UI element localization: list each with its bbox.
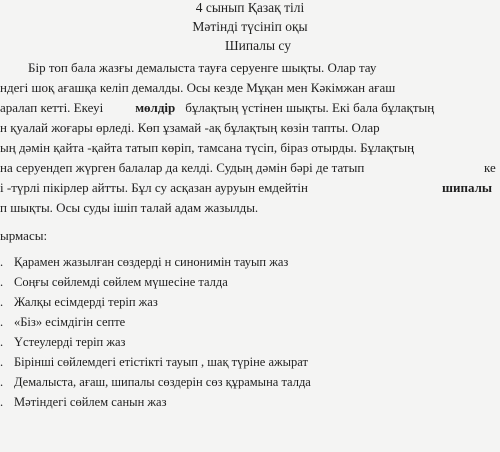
bullet: .: [0, 255, 4, 269]
paragraph-line: Бір топ бала жазғы демалыста тауға серуенге шықты. Олар тау: [28, 60, 377, 75]
list-item: . Бірінші сөйлемдегі етістікті тауып , шақ түріне ажырат: [0, 355, 308, 369]
bold-word: шипалы: [442, 180, 493, 195]
text-run: на серуендеп жүрген балалар да келді. Судың дәмін бәрі де татып: [0, 160, 365, 175]
list-item: . Демалыста, ағаш, шипалы сөздерін сөз құрамына талда: [0, 375, 311, 389]
bullet: .: [0, 395, 4, 409]
list-item: . Мәтіндегі сөйлем санын жаз: [0, 395, 167, 409]
task-type: Мәтінді түсініп оқы: [192, 19, 308, 34]
paragraph-line: ндегі шоқ ағашқа келіп демалды. Осы кезде Мұқан мен Кәкімжан ағаш: [0, 80, 396, 95]
bold-word: мөлдір: [135, 100, 176, 115]
paragraph-line: ың дәмін қайта -қайта татып көріп, тамсана түсіп, біраз отырды. Бұлақтың: [0, 140, 415, 155]
text-run: бұлақтың үстінен шықты. Екі бала бұлақтың: [185, 100, 435, 115]
text-run: аралап кетті. Екеуі: [0, 100, 104, 115]
bullet: .: [0, 275, 4, 289]
list-item: . Соңғы сөйлемді сөйлем мүшесіне талда: [0, 275, 228, 289]
bullet: .: [0, 315, 4, 329]
bullet: .: [0, 375, 4, 389]
bullet: .: [0, 335, 4, 349]
bullet: .: [0, 355, 4, 369]
paragraph-line: п шықты. Осы суды ішіп талай адам жазылды.: [0, 200, 259, 215]
list-item: . Қарамен жазылған сөздерді н синонимін тауып жаз: [0, 255, 289, 269]
grade-subject: 4 сынып Қазақ тілі: [195, 0, 305, 15]
tasks-heading: ырмасы:: [0, 228, 48, 243]
list-item: . Жалқы есімдерді теріп жаз: [0, 295, 158, 309]
paragraph-line-fragment: ке: [484, 160, 496, 175]
bullet: .: [0, 295, 4, 309]
paragraph-line: н қуалай жоғары өрледі. Көп ұзамай -ақ бұлақтың көзін тапты. Олар: [0, 120, 380, 135]
list-item: . Үстеулерді теріп жаз: [0, 335, 126, 349]
paragraph-line: і -түрлі пікірлер айтты. Бұл су асқазан ауруын емдейтін: [0, 180, 308, 195]
text-title: Шипалы су: [225, 38, 291, 53]
paragraph-line: [0, 100, 434, 116]
paragraph-line: [0, 160, 364, 176]
list-item: . «Біз» есімдігін септе: [0, 315, 126, 329]
